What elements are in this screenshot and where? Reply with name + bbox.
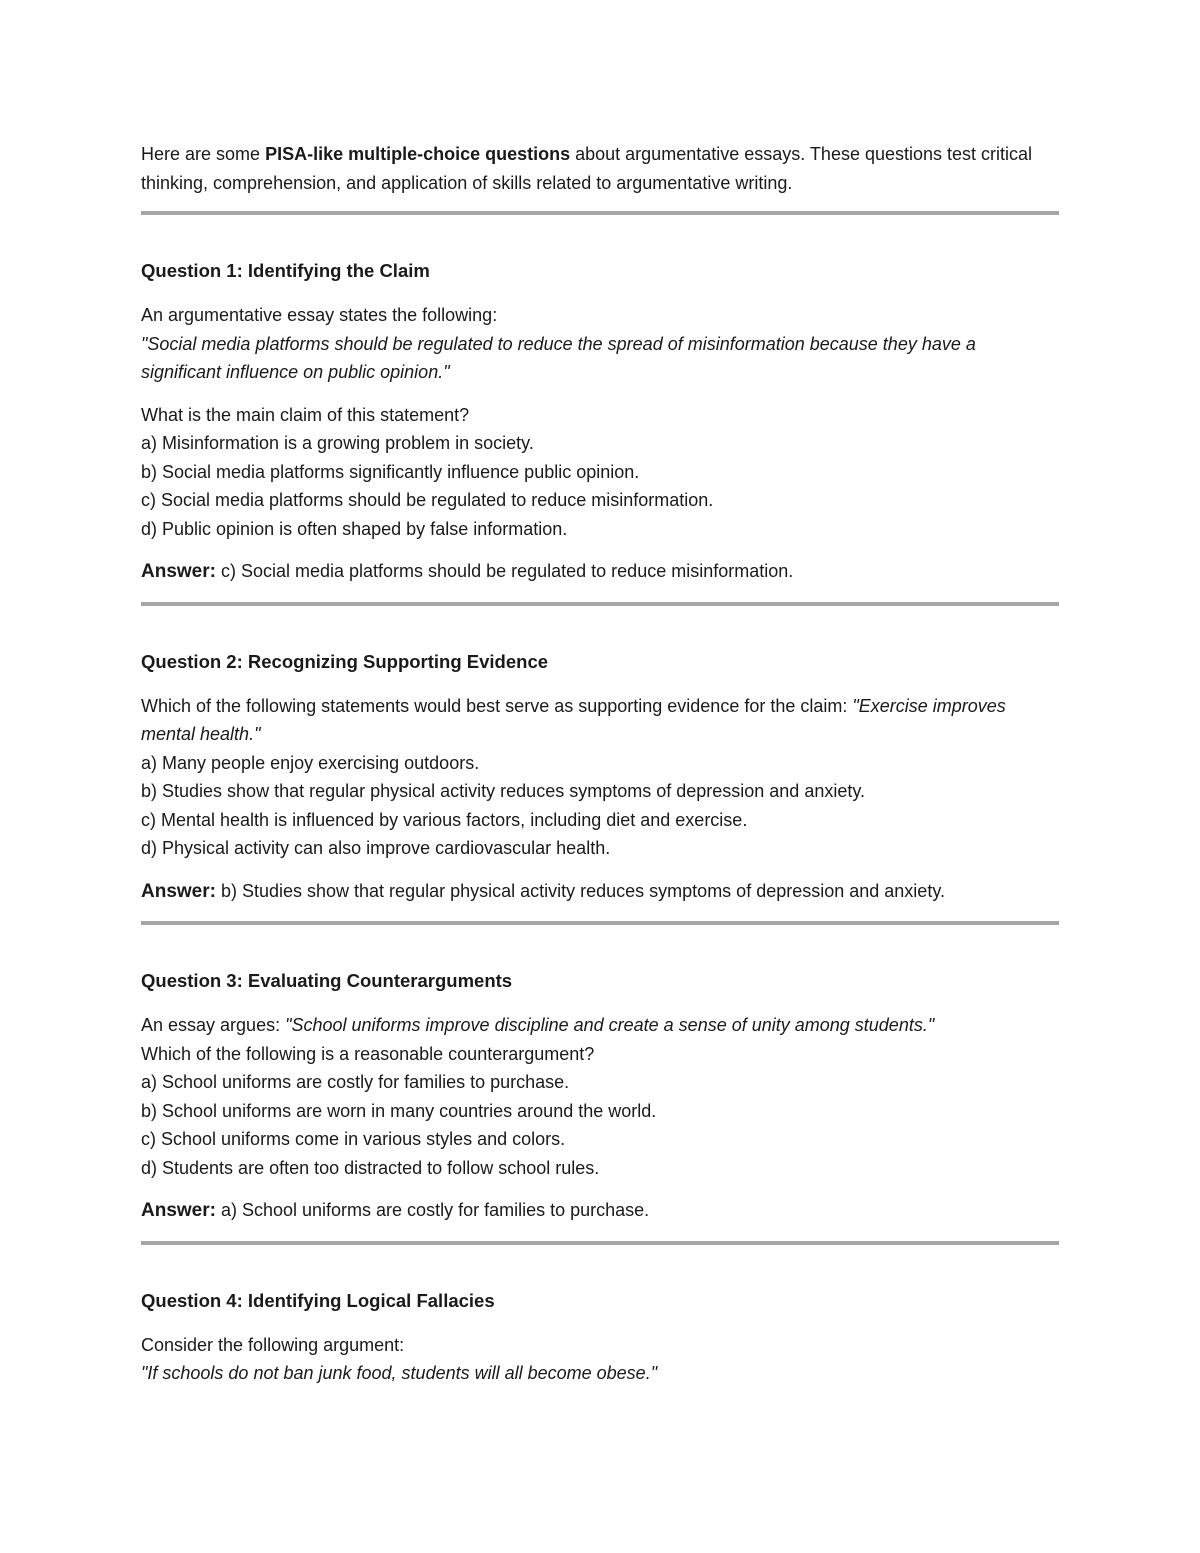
answer-text: b) Studies show that regular physical activity reduces symptoms of depression and anxiety.	[215, 880, 945, 901]
divider	[141, 1241, 1059, 1245]
divider	[141, 211, 1059, 215]
question-lead: Consider the following argument:	[141, 1334, 405, 1355]
answer-text: a) School uniforms are costly for families to purchase.	[215, 1200, 650, 1220]
question-prompt: Which of the following is a reasonable counterargument?	[141, 1043, 595, 1064]
option-a: a) Many people enjoy exercising outdoors.	[141, 752, 480, 773]
question-title: Question 3: Evaluating Counterarguments	[141, 970, 513, 991]
answer	[141, 1196, 1059, 1226]
intro-bold-text: PISA-like multiple-choice questions	[265, 144, 571, 164]
question-options	[141, 401, 1059, 544]
question-title: Question 1: Identifying the Claim	[141, 260, 430, 281]
question-prompt: What is the main claim of this statement?	[141, 404, 470, 425]
option-d: d) Physical activity can also improve cardiovascular health.	[141, 838, 611, 858]
answer-label: Answer:	[141, 1200, 216, 1221]
document-page	[141, 140, 1059, 1402]
question-quote: "Exercise improves mental health."	[141, 695, 1006, 744]
question-stem	[141, 692, 1059, 863]
option-c: c) Social media platforms should be regulated to reduce misinformation.	[141, 490, 714, 510]
answer-label: Answer:	[141, 561, 216, 582]
option-c: c) Mental health is influenced by various factors, including diet and exercise.	[141, 809, 748, 830]
option-d: d) Public opinion is often shaped by false information.	[141, 518, 568, 539]
option-a: a) School uniforms are costly for families to purchase.	[141, 1072, 570, 1092]
answer-text: c) Social media platforms should be regulated to reduce misinformation.	[215, 561, 794, 581]
question-stem	[141, 1011, 1059, 1182]
answer-label: Answer:	[141, 880, 216, 902]
question-4	[141, 1287, 1059, 1388]
divider	[141, 921, 1059, 925]
option-c: c) School uniforms come in various styles and colors.	[141, 1129, 566, 1149]
question-title: Question 4: Identifying Logical Fallacies	[141, 1289, 495, 1311]
question-quote: "Social media platforms should be regulated to reduce the spread of misinformation because they have a significant influence on public opinion."	[141, 333, 976, 382]
question-stem	[141, 1331, 1059, 1388]
option-b: b) Studies show that regular physical activity reduces symptoms of depression and anxiety.	[141, 781, 866, 801]
question-title: Question 2: Recognizing Supporting Evidence	[141, 650, 549, 672]
option-a: a) Misinformation is a growing problem in society.	[141, 433, 534, 453]
question-lead: Which of the following statements would best serve as supporting evidence for the claim:	[141, 695, 853, 716]
question-1	[141, 257, 1059, 587]
question-quote: "If schools do not ban junk food, students will all become obese."	[141, 1363, 658, 1383]
question-lead: An argumentative essay states the following:	[141, 305, 498, 325]
question-stem	[141, 301, 1059, 387]
divider	[141, 602, 1059, 606]
option-d: d) Students are often too distracted to follow school rules.	[141, 1157, 600, 1178]
question-3	[141, 967, 1059, 1226]
option-b: b) Social media platforms significantly influence public opinion.	[141, 461, 640, 482]
intro-text-rest: about argumentative essays. These questions test critical thinking, comprehension, and application of skills related to argumentative writing.	[141, 144, 1033, 193]
question-quote: "School uniforms improve discipline and create a sense of unity among students."	[285, 1015, 935, 1035]
intro-text: Here are some	[141, 144, 266, 164]
question-lead: An essay argues:	[141, 1015, 286, 1035]
question-2	[141, 648, 1059, 907]
answer	[141, 557, 1059, 587]
intro-paragraph	[141, 140, 1059, 197]
option-b: b) School uniforms are worn in many countries around the world.	[141, 1100, 657, 1121]
answer	[141, 877, 1059, 907]
